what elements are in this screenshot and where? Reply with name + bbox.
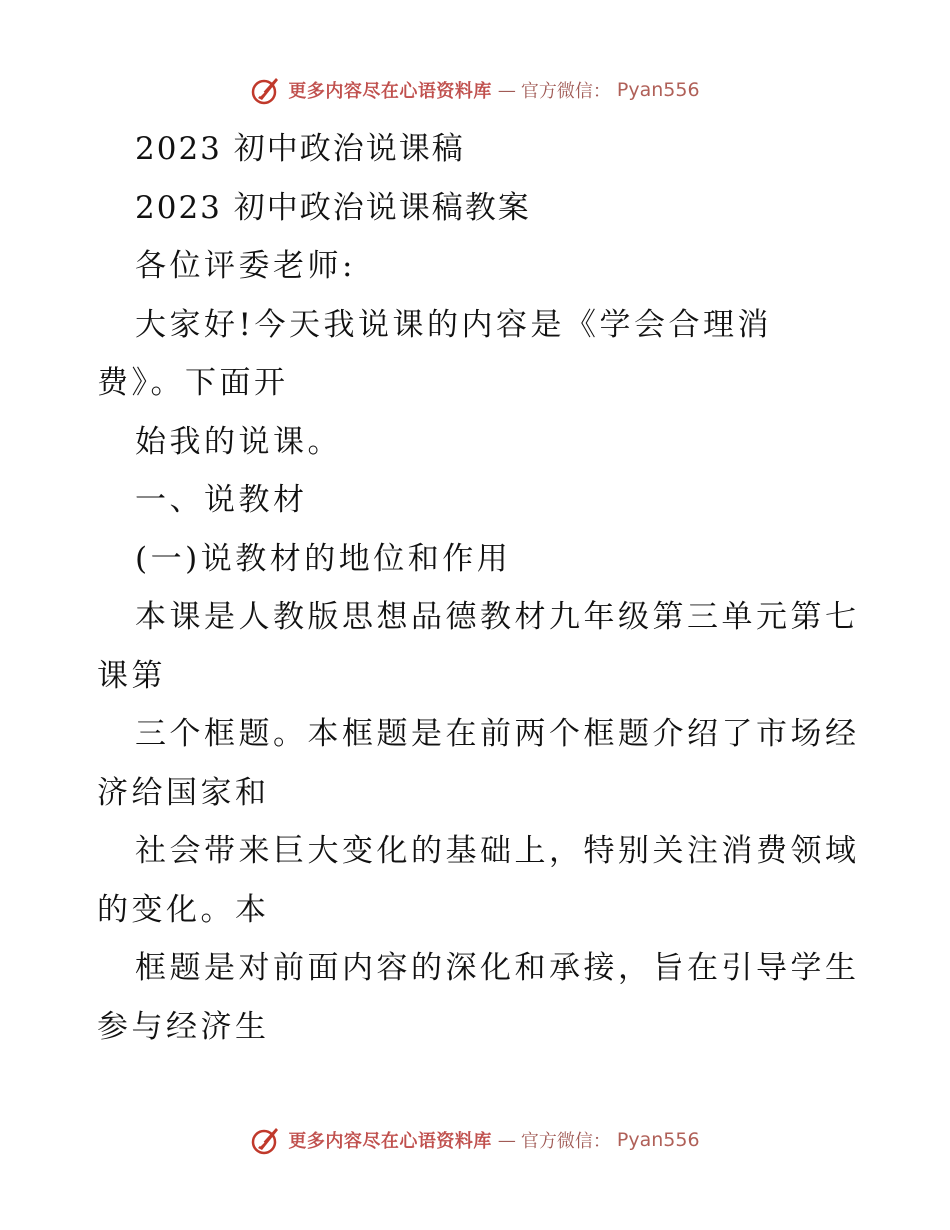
doc-paragraph-line: 始我的说课。	[135, 423, 342, 460]
header-watermark	[0, 70, 950, 110]
banner-wechat-id: Pyan556	[616, 1129, 700, 1151]
quill-logo-icon	[250, 74, 282, 106]
doc-subsection-heading: (一)说教材的地位和作用	[135, 540, 512, 577]
footer-watermark	[0, 1120, 950, 1160]
banner-brand-text: 更多内容尽在心语资料库	[288, 81, 492, 102]
doc-paragraph-line: 本课是人教版思想品德教材九年级第三单元第七	[135, 599, 860, 635]
document-body	[97, 120, 860, 1056]
banner-wechat-id: Pyan556	[616, 79, 700, 101]
doc-paragraph-line: 费》。下面开	[97, 365, 289, 401]
doc-paragraph-line: 济给国家和	[97, 774, 270, 811]
doc-paragraph-line: 课第	[97, 657, 166, 694]
banner-wechat-label: 官方微信：	[520, 81, 611, 102]
doc-paragraph-line: 大家好!今天我说课的内容是《学会合理消	[135, 306, 772, 343]
doc-paragraph-line: 社会带来巨大变化的基础上，特别关注消费领域	[135, 833, 860, 869]
banner-dash: —	[497, 1129, 515, 1151]
banner-wechat-label: 官方微信：	[520, 1131, 611, 1152]
quill-logo-icon	[250, 1124, 282, 1156]
doc-salutation: 各位评委老师:	[135, 248, 356, 284]
doc-paragraph-line: 的变化。本	[97, 891, 270, 928]
doc-paragraph-line: 参与经济生	[97, 1008, 270, 1045]
banner-dash: —	[497, 79, 515, 101]
doc-section-heading: 一、说教材	[135, 482, 308, 518]
doc-paragraph-line: 三个框题。本框题是在前两个框题介绍了市场经	[135, 716, 860, 752]
doc-subtitle: 2023 初中政治说课稿教案	[135, 189, 531, 226]
doc-paragraph-line: 框题是对前面内容的深化和承接，旨在引导学生	[135, 950, 860, 986]
banner-brand-text: 更多内容尽在心语资料库	[288, 1131, 492, 1152]
doc-title: 2023 初中政治说课稿	[135, 131, 465, 167]
